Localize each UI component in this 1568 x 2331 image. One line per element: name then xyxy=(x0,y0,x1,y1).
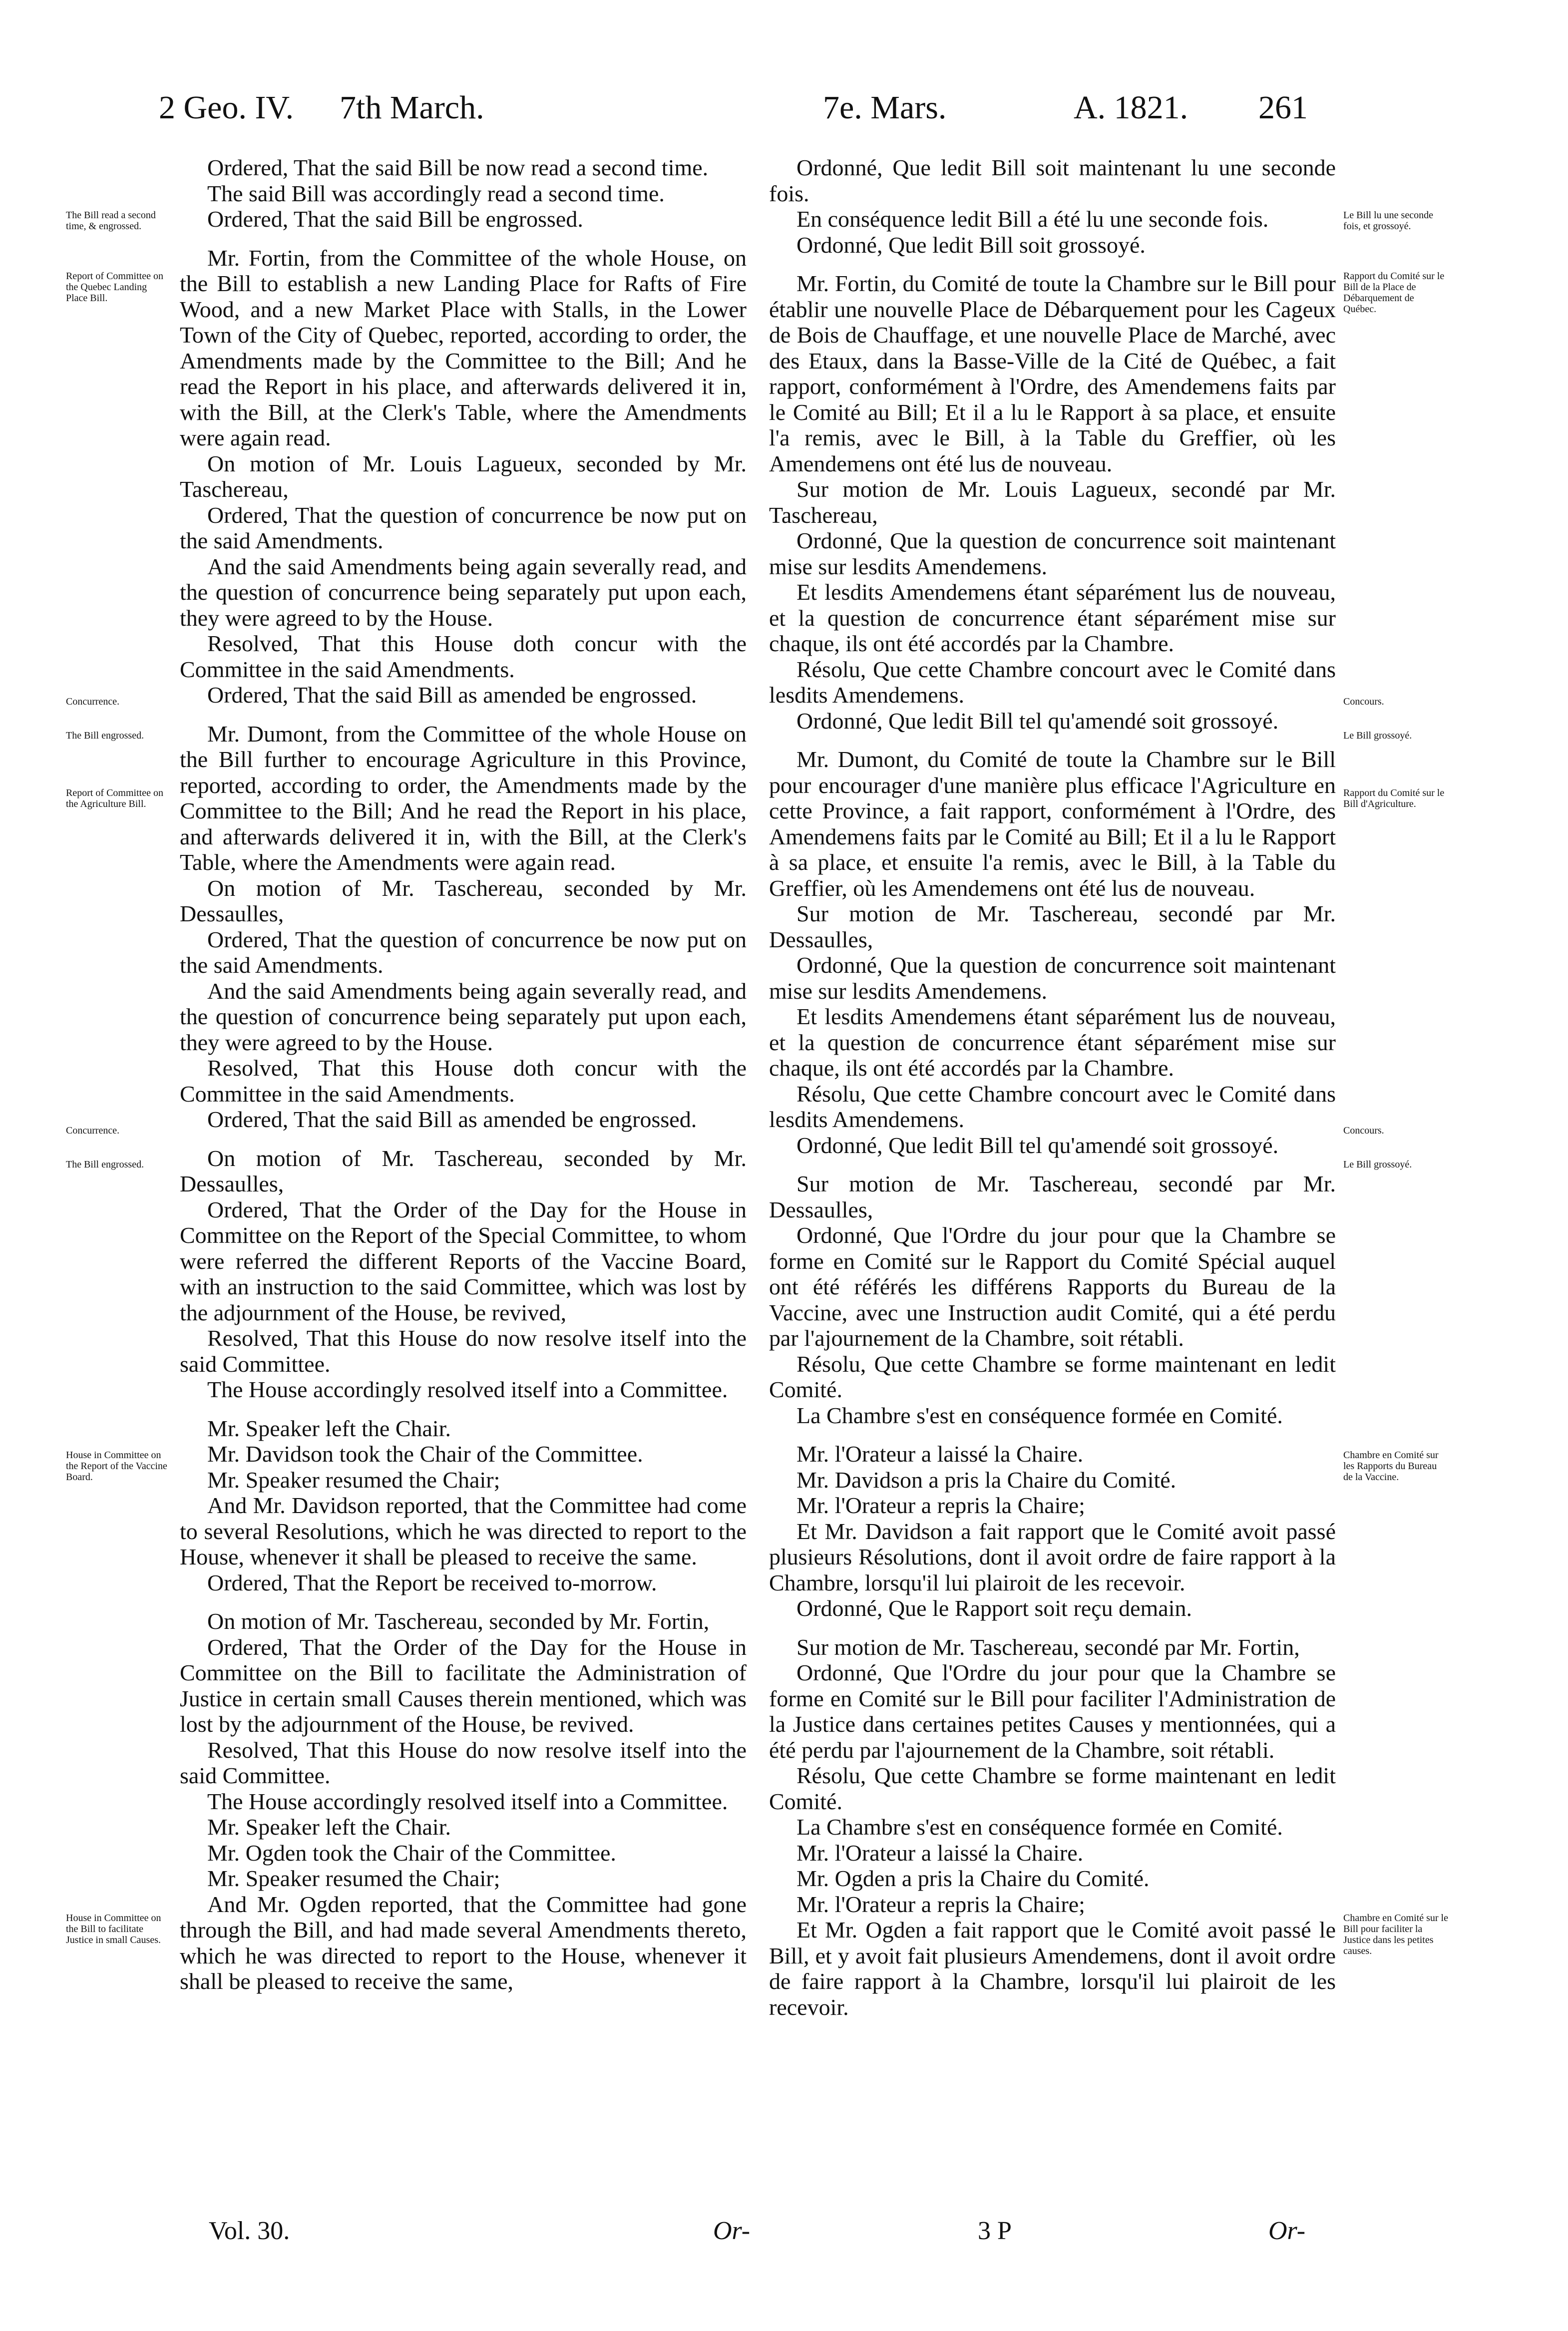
english-paragraph: Mr. Speaker resumed the Chair; xyxy=(207,1866,500,1891)
english-paragraph: The said Bill was accordingly read a second time. xyxy=(207,180,665,206)
margin-note-right: Le Bill grossoyé. xyxy=(1343,1159,1412,1170)
french-paragraph: Ordonné, Que ledit Bill soit maintenant lu une seconde fois. xyxy=(769,155,1336,206)
english-paragraph: On motion of Mr. Louis Lagueux, seconded by Mr. Taschereau, xyxy=(180,450,747,502)
margin-note-right: Chambre en Comité sur les Rapports du Bureau de la Vaccine. xyxy=(1343,1450,1439,1483)
french-paragraph: Ordonné, Que ledit Bill soit grossoyé. xyxy=(796,232,1146,258)
french-paragraph: Et Mr. Ogden a fait rapport que le Comité avoit passé le Bill, et y avoit fait plusieurs Amendemens, dont il avoit ordre de faire rapport à la Chambre, lorsqu'il lui plairoit de les recevoir. xyxy=(769,1917,1336,2020)
english-paragraph: Mr. Speaker left the Chair. xyxy=(207,1814,451,1840)
french-paragraph: Et Mr. Davidson a fait rapport que le Comité avoit passé plusieurs Résolutions, dont il avoit ordre de faire rapport à la Chambre, lorsqu'il lui plairoit de les recevoir. xyxy=(769,1518,1336,1595)
margin-note-left: House in Committee on the Bill to facilitate Justice in small Causes. xyxy=(66,1913,161,1945)
margin-note-left: Concurrence. xyxy=(66,1125,120,1136)
french-paragraph: Mr. l'Orateur a laissé la Chaire. xyxy=(796,1441,1084,1467)
catchword-left: Or- xyxy=(713,2217,751,2245)
header-date-french: 7e. Mars. xyxy=(823,89,947,126)
english-paragraph: Ordered, That the Report be received to-morrow. xyxy=(207,1569,657,1595)
header-reign: 2 Geo. IV. xyxy=(159,89,294,126)
english-paragraph: And Mr. Davidson reported, that the Committee had come to several Resolutions, which he was directed to report to the House, whenever it shall be pleased to receive the same. xyxy=(180,1493,747,1569)
english-paragraph: And the said Amendments being again severally read, and the question of concurrence being separately put upon each, they were agreed to by the House. xyxy=(180,553,747,631)
margin-note-left: Report of Committee on the Agriculture Bill. xyxy=(66,787,163,809)
french-paragraph: Ordonné, Que ledit Bill tel qu'amendé soit grossoyé. xyxy=(796,708,1279,734)
french-paragraph: La Chambre s'est en conséquence formée en Comité. xyxy=(796,1814,1283,1840)
french-paragraph: Et lesdits Amendemens étant séparément lus de nouveau, et la question de concurrence étant séparément mise sur chaque, ils ont été accordés par la Chambre. xyxy=(769,579,1336,656)
margin-note-left: Concurrence. xyxy=(66,696,120,707)
page-number: 261 xyxy=(1258,89,1308,126)
signature-mark: 3 P xyxy=(978,2217,1012,2245)
french-paragraph: Mr. Ogden a pris la Chaire du Comité. xyxy=(796,1866,1150,1891)
french-paragraph: Résolu, Que cette Chambre se forme maintenant en ledit Comité. xyxy=(769,1351,1336,1402)
english-paragraph: Ordered, That the said Bill as amended be engrossed. xyxy=(207,682,697,708)
english-paragraph: Mr. Fortin, from the Committee of the whole House, on the Bill to establish a new Landing Place for Rafts of Fire Wood, and a new Market Place with Stalls, in the Lower Town of the City of Quebec, reported, according to order, the Amendments made by the Committee to the Bill; And he read the Report in his place, and afterwards delivered it in, with the Bill, at the Clerk's Table, where the Amendments were again read. xyxy=(180,245,747,450)
margin-note-left: The Bill engrossed. xyxy=(66,1159,144,1170)
english-paragraph: And the said Amendments being again severally read, and the question of concurrence being separately put upon each, they were agreed to by the House. xyxy=(180,978,747,1055)
header-year: A. 1821. xyxy=(1074,89,1188,126)
margin-note-right: Chambre en Comité sur le Bill pour faciliter la Justice dans les petites causes. xyxy=(1343,1913,1448,1956)
margin-note-left: Report of Committee on the Quebec Landing Place Bill. xyxy=(66,271,163,304)
french-paragraph: Mr. Davidson a pris la Chaire du Comité. xyxy=(796,1467,1176,1493)
english-paragraph: Mr. Dumont, from the Committee of the whole House on the Bill further to encourage Agriculture in this Province, reported, according to order, the Amendments made by the Committee to the Bill; And he read the Report in his place, and afterwards delivered it in, with the Bill, at the Clerk's Table, where the Amendments were again read. xyxy=(180,721,747,875)
margin-note-left: The Bill read a second time, & engrossed. xyxy=(66,210,156,232)
french-paragraph: Mr. l'Orateur a laissé la Chaire. xyxy=(796,1840,1084,1866)
english-paragraph: Ordered, That the question of concurrence be now put on the said Amendments. xyxy=(180,926,747,978)
english-paragraph: Resolved, That this House do now resolve itself into the said Committee. xyxy=(180,1325,747,1377)
english-column xyxy=(180,155,747,1994)
english-paragraph: Mr. Speaker left the Chair. xyxy=(207,1415,451,1441)
english-paragraph: Ordered, That the said Bill as amended be engrossed. xyxy=(207,1107,697,1132)
catchword-right: Or- xyxy=(1268,2217,1306,2245)
french-paragraph: Résolu, Que cette Chambre concourt avec le Comité dans lesdits Amendemens. xyxy=(769,656,1336,708)
french-paragraph: Ordonné, Que l'Ordre du jour pour que la Chambre se forme en Comité sur le Bill pour faciliter l'Administration de la Justice dans certaines petites Causes y mentionnées, qui a été perdu par l'ajournement de la Chambre, soit rétabli. xyxy=(769,1660,1336,1763)
volume-number: Vol. 30. xyxy=(209,2217,290,2245)
header-date-english: 7th March. xyxy=(340,89,484,126)
french-paragraph: Sur motion de Mr. Louis Lagueux, secondé par Mr. Taschereau, xyxy=(769,476,1336,528)
french-paragraph: Ordonné, Que ledit Bill tel qu'amendé soit grossoyé. xyxy=(796,1132,1279,1158)
margin-note-right: Rapport du Comité sur le Bill d'Agriculture. xyxy=(1343,787,1445,809)
french-paragraph: Mr. Fortin, du Comité de toute la Chambre sur le Bill pour établir une nouvelle Place de Débarquement pour les Cageux de Bois de Chauffage, et une nouvelle Place de Marché, avec des Etaux, dans la Basse-Ville de la Cité de Québec, a fait rapport, conformément à l'Ordre, des Amendemens faits par le Comité au Bill; Et il a lu le Rapport à sa place, et ensuite l'a remis, avec le Bill, à la Table du Greffier, où les Amendemens ont été lus de nouveau. xyxy=(769,271,1336,476)
english-paragraph: On motion of Mr. Taschereau, seconded by Mr. Dessaulles, xyxy=(180,1145,747,1196)
margin-note-left: The Bill engrossed. xyxy=(66,730,144,741)
margin-note-right: Concours. xyxy=(1343,1125,1384,1136)
margin-note-right: Le Bill lu une seconde fois, et grossoyé. xyxy=(1343,210,1433,232)
french-paragraph: Ordonné, Que la question de concurrence soit maintenant mise sur lesdits Amendemens. xyxy=(769,952,1336,1004)
french-paragraph: Sur motion de Mr. Taschereau, secondé par Mr. Dessaulles, xyxy=(769,901,1336,952)
french-paragraph: En conséquence ledit Bill a été lu une seconde fois. xyxy=(796,206,1269,232)
french-paragraph: Résolu, Que cette Chambre concourt avec le Comité dans lesdits Amendemens. xyxy=(769,1081,1336,1132)
english-paragraph: Ordered, That the question of concurrence be now put on the said Amendments. xyxy=(180,502,747,553)
french-paragraph: Ordonné, Que le Rapport soit reçu demain. xyxy=(796,1595,1192,1621)
margin-note-right: Le Bill grossoyé. xyxy=(1343,730,1412,741)
english-paragraph: On motion of Mr. Taschereau, seconded by Mr. Dessaulles, xyxy=(180,875,747,926)
margin-note-right: Rapport du Comité sur le Bill de la Place de Débarquement de Québec. xyxy=(1343,271,1445,315)
english-paragraph: And Mr. Ogden reported, that the Committee had gone through the Bill, and had made several Amendments thereto, which he was directed to report to the House, whenever it shall be pleased to receive the same, xyxy=(180,1891,747,1994)
english-paragraph: Resolved, That this House doth concur with the Committee in the said Amendments. xyxy=(180,631,747,682)
english-paragraph: Resolved, That this House do now resolve itself into the said Committee. xyxy=(180,1737,747,1788)
english-paragraph: Ordered, That the Order of the Day for the House in Committee on the Bill to facilitate the Administration of Justice in certain small Causes therein mentioned, which was lost by the adjournment of the House, be revived. xyxy=(180,1634,747,1737)
english-paragraph: Mr. Ogden took the Chair of the Committee. xyxy=(207,1840,616,1866)
english-paragraph: Resolved, That this House doth concur with the Committee in the said Amendments. xyxy=(180,1055,747,1107)
french-column xyxy=(769,155,1336,2020)
french-paragraph: Mr. Dumont, du Comité de toute la Chambre sur le Bill pour encourager d'une manière plus efficace l'Agriculture en cette Province, a fait rapport, conformément à l'Ordre, des Amendemens faits par le Comité au Bill; Et il a lu le Rapport à sa place, et ensuite l'a remis, avec le Bill, à la Table du Greffier, où les Amendemens ont été lus de nouveau. xyxy=(769,747,1336,901)
french-paragraph: Et lesdits Amendemens étant séparément lus de nouveau, et la question de concurrence étant séparément mise sur chaque, ils ont été accordés par la Chambre. xyxy=(769,1004,1336,1081)
french-paragraph: Ordonné, Que la question de concurrence soit maintenant mise sur lesdits Amendemens. xyxy=(769,528,1336,579)
french-paragraph: Ordonné, Que l'Ordre du jour pour que la Chambre se forme en Comité sur le Rapport du Comité Spécial auquel ont été référés les différens Rapports du Bureau de la Vaccine, avec une Instruction audit Comité, qui a été perdu par l'ajournement de la Chambre, soit rétabli. xyxy=(769,1222,1336,1351)
french-paragraph: Résolu, Que cette Chambre se forme maintenant en ledit Comité. xyxy=(769,1763,1336,1814)
english-paragraph: The House accordingly resolved itself into a Committee. xyxy=(207,1377,728,1402)
english-paragraph: Ordered, That the said Bill be engrossed. xyxy=(207,206,583,232)
french-paragraph: Sur motion de Mr. Taschereau, secondé par Mr. Fortin, xyxy=(796,1634,1300,1660)
english-paragraph: On motion of Mr. Taschereau, seconded by Mr. Fortin, xyxy=(207,1608,710,1634)
french-paragraph: Sur motion de Mr. Taschereau, secondé par Mr. Dessaulles, xyxy=(769,1171,1336,1222)
french-paragraph: La Chambre s'est en conséquence formée en Comité. xyxy=(796,1402,1283,1428)
english-paragraph: Mr. Davidson took the Chair of the Committee. xyxy=(207,1441,643,1467)
french-paragraph: Mr. l'Orateur a repris la Chaire; xyxy=(796,1493,1085,1518)
english-paragraph: Mr. Speaker resumed the Chair; xyxy=(207,1467,500,1493)
english-paragraph: Ordered, That the Order of the Day for the House in Committee on the Report of the Special Committee, to whom were referred the different Reports of the Vaccine Board, with an instruction to the said Committee, which was lost by the adjournment of the House, be revived, xyxy=(180,1196,747,1325)
margin-note-left: House in Committee on the Report of the Vaccine Board. xyxy=(66,1450,167,1483)
english-paragraph: The House accordingly resolved itself into a Committee. xyxy=(207,1788,728,1814)
english-paragraph: Ordered, That the said Bill be now read a second time. xyxy=(207,155,709,180)
margin-note-right: Concours. xyxy=(1343,696,1384,707)
french-paragraph: Mr. l'Orateur a repris la Chaire; xyxy=(796,1891,1085,1917)
